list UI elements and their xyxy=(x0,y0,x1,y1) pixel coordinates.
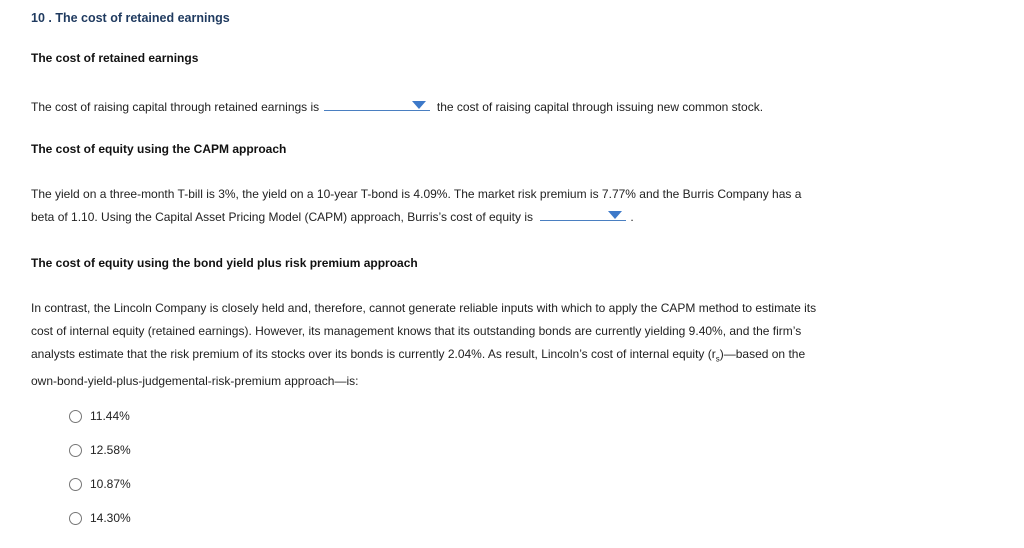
answer-option-1[interactable] xyxy=(69,409,130,423)
radio-button[interactable] xyxy=(69,410,82,423)
cost-of-equity-dropdown[interactable] xyxy=(540,207,626,221)
section1-sentence xyxy=(31,97,763,114)
bond-line-3-a: analysts estimate that the risk premium of its stocks over its bonds is currently 2.04%. As result, Lincoln’s cost of internal equity (r xyxy=(31,347,716,361)
bond-line-3 xyxy=(31,343,911,370)
option-label: 10.87% xyxy=(90,477,131,491)
option-label: 14.30% xyxy=(90,511,131,525)
section3-heading: The cost of equity using the bond yield plus risk premium approach xyxy=(31,256,418,270)
bond-line-3-subscript: s xyxy=(715,354,720,364)
radio-button[interactable] xyxy=(69,512,82,525)
answer-option-4[interactable] xyxy=(69,511,131,525)
capm-paragraph xyxy=(31,183,911,229)
bond-line-1: In contrast, the Lincoln Company is closely held and, therefore, cannot generate reliable inputs with which to apply the CAPM method to estimate its xyxy=(31,301,817,315)
question-title: 10 . The cost of retained earnings xyxy=(31,11,230,25)
dropdown-arrow-icon xyxy=(608,211,622,219)
section2-heading: The cost of equity using the CAPM approach xyxy=(31,142,287,156)
section1-sentence-start: The cost of raising capital through retained earnings is xyxy=(31,100,320,114)
capm-line-2-text: beta of 1.10. Using the Capital Asset Pricing Model (CAPM) approach, Burris’s cost of equity is xyxy=(31,210,534,224)
answer-option-2[interactable] xyxy=(69,443,131,457)
bond-line-2: cost of internal equity (retained earnings). However, its management knows that its outstanding bonds are currently yielding 9.40%, and the firm’s xyxy=(31,324,802,338)
bond-line-4: own-bond-yield-plus-judgemental-risk-premium approach—is: xyxy=(31,374,359,389)
capm-line-2-end: . xyxy=(630,210,634,224)
section1-sentence-end: the cost of raising capital through issuing new common stock. xyxy=(436,100,764,114)
dropdown-arrow-icon xyxy=(412,101,426,109)
answer-option-3[interactable] xyxy=(69,477,131,491)
radio-button[interactable] xyxy=(69,478,82,491)
bond-yield-paragraph xyxy=(31,297,911,393)
section1-heading: The cost of retained earnings xyxy=(31,51,199,65)
option-label: 11.44% xyxy=(90,409,130,423)
radio-button[interactable] xyxy=(69,444,82,457)
capm-line-1: The yield on a three-month T-bill is 3%, the yield on a 10-year T-bond is 4.09%. The market risk premium is 7.77% and the Burris Company has a xyxy=(31,187,802,201)
capm-line-2 xyxy=(31,206,911,229)
bond-line-3-b: )—based on the xyxy=(719,347,806,361)
option-label: 12.58% xyxy=(90,443,131,457)
comparison-dropdown[interactable] xyxy=(324,97,430,111)
